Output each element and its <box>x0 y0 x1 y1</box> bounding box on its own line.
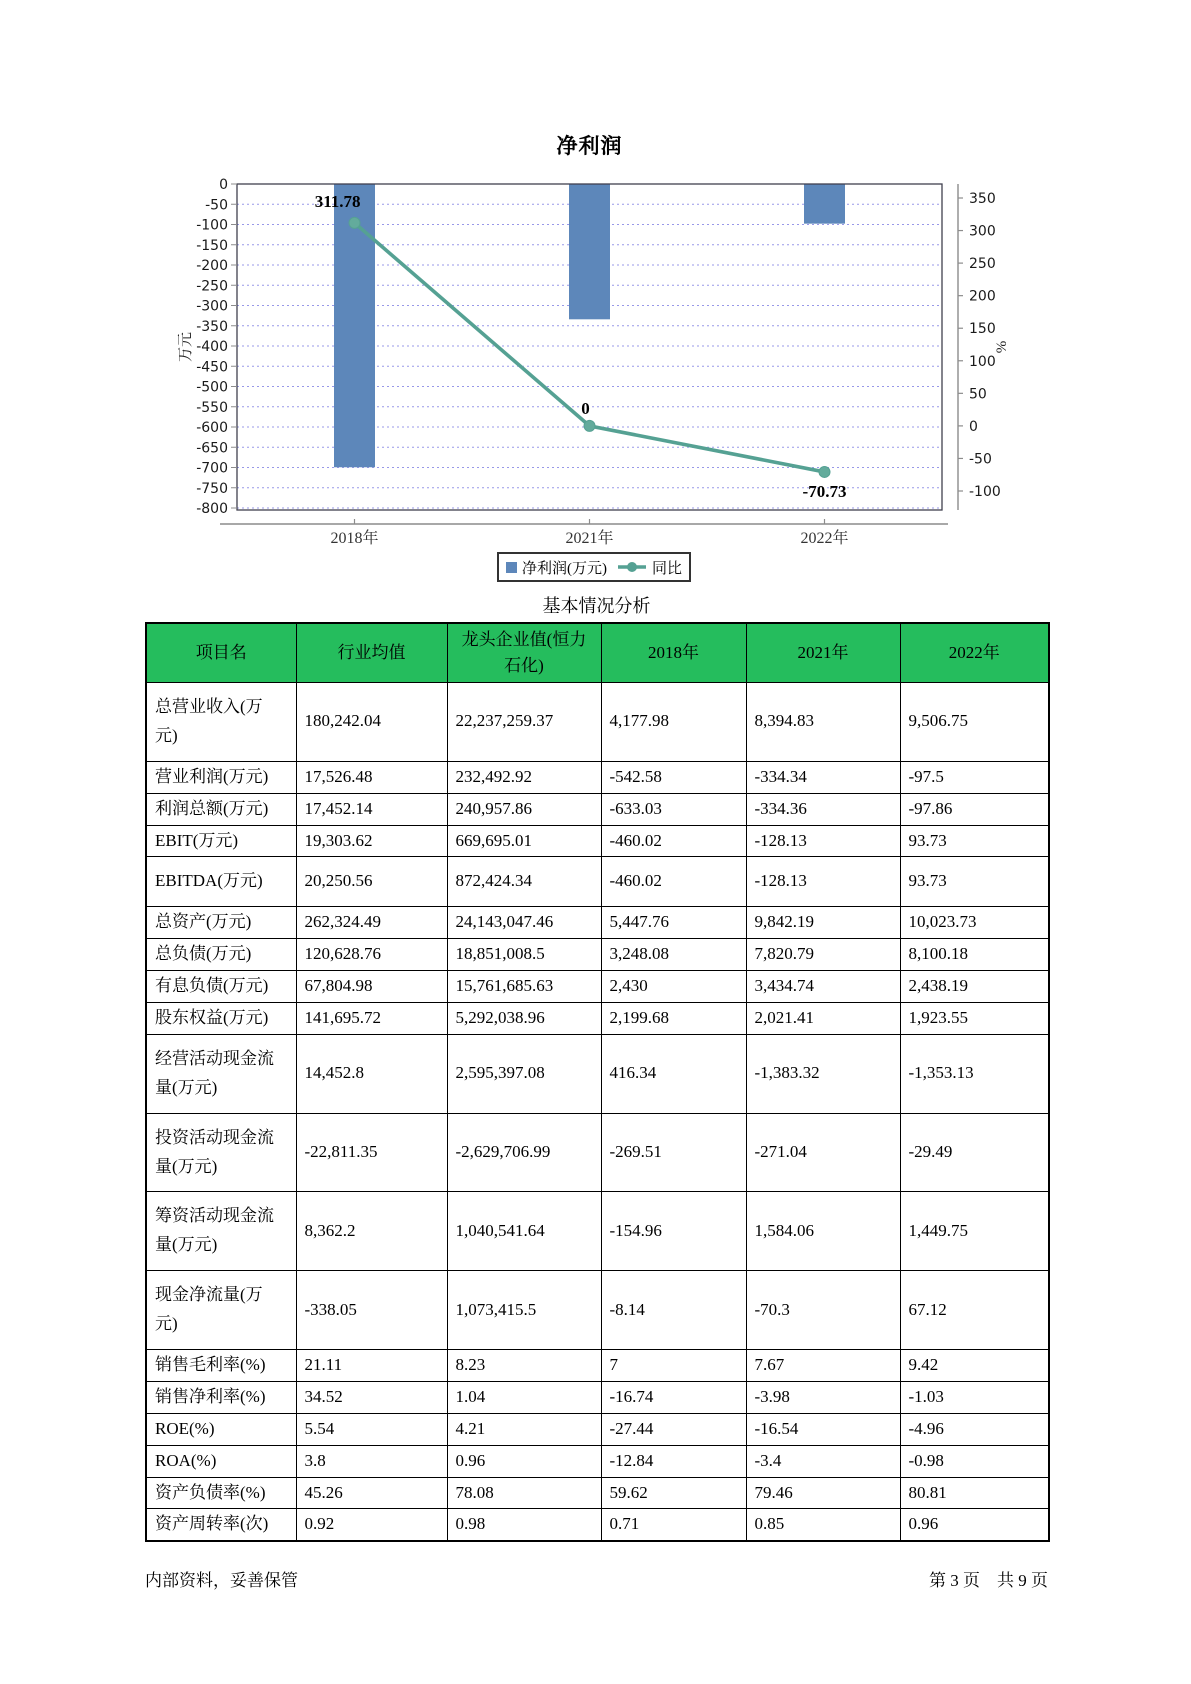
table-cell: -334.36 <box>746 793 900 825</box>
table-cell: 5.54 <box>296 1413 447 1445</box>
right-tick-label: 300 <box>969 223 996 240</box>
data-label: 0 <box>581 398 590 418</box>
table-row <box>146 1192 1049 1271</box>
table-cell: 180,242.04 <box>296 683 447 762</box>
table-cell: 24,143,047.46 <box>447 907 601 939</box>
table-cell: 3.8 <box>296 1445 447 1477</box>
row-label: 总负债(万元) <box>146 939 296 971</box>
row-label: EBITDA(万元) <box>146 857 296 907</box>
table-cell: 17,452.14 <box>296 793 447 825</box>
left-tick-label: -400 <box>196 339 228 355</box>
table-cell: -12.84 <box>601 1445 746 1477</box>
table-cell: -128.13 <box>746 857 900 907</box>
table-row <box>146 793 1049 825</box>
left-tick-label: -250 <box>196 278 228 295</box>
table-row <box>146 971 1049 1003</box>
table-cell: -22,811.35 <box>296 1113 447 1192</box>
table-cell: -338.05 <box>296 1271 447 1350</box>
legend-item-net-profit <box>506 557 607 578</box>
column-header: 2018年 <box>601 623 746 683</box>
left-tick-label: -650 <box>196 440 228 457</box>
left-tick-label: -500 <box>196 379 228 396</box>
row-label: 现金净流量(万元) <box>146 1271 296 1350</box>
table-cell: -97.5 <box>900 761 1049 793</box>
table-cell: 262,324.49 <box>296 907 447 939</box>
table-cell: -2,629,706.99 <box>447 1113 601 1192</box>
row-label: 有息负债(万元) <box>146 971 296 1003</box>
row-label: 销售净利率(%) <box>146 1381 296 1413</box>
table-cell: 17,526.48 <box>296 761 447 793</box>
row-label: 利润总额(万元) <box>146 793 296 825</box>
table-cell: 8,100.18 <box>900 939 1049 971</box>
right-tick-label: 150 <box>969 321 996 338</box>
table-cell: 872,424.34 <box>447 857 601 907</box>
table-cell: 45.26 <box>296 1477 447 1509</box>
table-cell: 67.12 <box>900 1271 1049 1350</box>
table-cell: 7.67 <box>746 1350 900 1382</box>
table-row <box>146 1445 1049 1477</box>
bar-swatch-icon <box>506 562 517 573</box>
left-tick-label: -550 <box>196 399 228 416</box>
column-header: 龙头企业值(恒力石化) <box>447 623 601 683</box>
left-tick-label: -50 <box>205 197 228 214</box>
table-row <box>146 683 1049 762</box>
table-cell: 3,434.74 <box>746 971 900 1003</box>
table-cell: -1,353.13 <box>900 1034 1049 1113</box>
table-cell: -460.02 <box>601 857 746 907</box>
table-cell: -70.3 <box>746 1271 900 1350</box>
left-axis-title: 万元 <box>178 331 194 363</box>
table-cell: -460.02 <box>601 825 746 857</box>
right-tick-label: -50 <box>969 451 992 468</box>
table-body <box>146 683 1049 1542</box>
table-row <box>146 857 1049 907</box>
left-tick-label: 0 <box>219 177 228 193</box>
table-cell: -633.03 <box>601 793 746 825</box>
table-cell: -1.03 <box>900 1381 1049 1413</box>
row-label: ROA(%) <box>146 1445 296 1477</box>
row-label: EBIT(万元) <box>146 825 296 857</box>
table-cell: 2,199.68 <box>601 1003 746 1035</box>
line-marker <box>584 420 595 431</box>
table-cell: 15,761,685.63 <box>447 971 601 1003</box>
table-cell: 240,957.86 <box>447 793 601 825</box>
table-cell: -4.96 <box>900 1413 1049 1445</box>
table-cell: 21.11 <box>296 1350 447 1382</box>
table-row <box>146 1003 1049 1035</box>
x-tick-label: 2022年 <box>800 530 849 547</box>
row-label: 总营业收入(万元) <box>146 683 296 762</box>
column-header: 行业均值 <box>296 623 447 683</box>
table-row <box>146 1113 1049 1192</box>
right-tick-label: 50 <box>969 386 987 403</box>
table-cell: 0.85 <box>746 1509 900 1541</box>
table-cell: 1,040,541.64 <box>447 1192 601 1271</box>
table-cell: -29.49 <box>900 1113 1049 1192</box>
table-row <box>146 761 1049 793</box>
table-cell: 7,820.79 <box>746 939 900 971</box>
footer-page-number: 第 3 页 共 9 页 <box>929 1571 1048 1590</box>
row-label: 资产周转率(次) <box>146 1509 296 1541</box>
table-cell: -154.96 <box>601 1192 746 1271</box>
table-cell: 2,430 <box>601 971 746 1003</box>
table-title: 基本情况分析 <box>542 596 651 616</box>
table-cell: 9,506.75 <box>900 683 1049 762</box>
left-tick-label: -750 <box>196 480 228 497</box>
right-tick-label: 100 <box>969 353 996 370</box>
table-cell: -16.74 <box>601 1381 746 1413</box>
table-cell: 2,595,397.08 <box>447 1034 601 1113</box>
table-cell: 59.62 <box>601 1477 746 1509</box>
table-cell: -271.04 <box>746 1113 900 1192</box>
table-cell: -0.98 <box>900 1445 1049 1477</box>
bar-2022年 <box>804 184 845 224</box>
legend-label-net-profit: 净利润(万元) <box>521 560 607 577</box>
x-tick-label: 2018年 <box>330 530 379 547</box>
left-tick-label: -350 <box>196 318 228 335</box>
column-header: 项目名 <box>146 623 296 683</box>
table-row <box>146 1509 1049 1541</box>
data-label: -70.73 <box>802 481 847 501</box>
table-cell: 8.23 <box>447 1350 601 1382</box>
table-cell: 80.81 <box>900 1477 1049 1509</box>
table-cell: -269.51 <box>601 1113 746 1192</box>
table-cell: 416.34 <box>601 1034 746 1113</box>
row-label: 资产负债率(%) <box>146 1477 296 1509</box>
table-cell: 5,292,038.96 <box>447 1003 601 1035</box>
table-cell: 0.92 <box>296 1509 447 1541</box>
table-cell: 2,021.41 <box>746 1003 900 1035</box>
table-cell: 93.73 <box>900 825 1049 857</box>
table-cell: 4.21 <box>447 1413 601 1445</box>
header-row <box>146 623 1049 683</box>
line-swatch-icon <box>617 561 647 573</box>
net-profit-chart <box>0 0 1191 620</box>
column-header: 2021年 <box>746 623 900 683</box>
table-cell: -16.54 <box>746 1413 900 1445</box>
table-row <box>146 1413 1049 1445</box>
left-tick-label: -100 <box>196 217 228 234</box>
column-header: 2022年 <box>900 623 1049 683</box>
data-label: 311.78 <box>314 191 361 211</box>
right-tick-label: 200 <box>969 288 996 305</box>
table-cell: 10,023.73 <box>900 907 1049 939</box>
chart-legend <box>497 552 691 582</box>
table-cell: 1,073,415.5 <box>447 1271 601 1350</box>
table-cell: 0.71 <box>601 1509 746 1541</box>
table-row <box>146 825 1049 857</box>
table-cell: 20,250.56 <box>296 857 447 907</box>
table-cell: -334.34 <box>746 761 900 793</box>
table-cell: 93.73 <box>900 857 1049 907</box>
row-label: 销售毛利率(%) <box>146 1350 296 1382</box>
table-cell: 1,923.55 <box>900 1003 1049 1035</box>
table-cell: -3.4 <box>746 1445 900 1477</box>
table-row <box>146 1271 1049 1350</box>
legend-label-yoy: 同比 <box>651 560 682 577</box>
table-cell: 120,628.76 <box>296 939 447 971</box>
table-cell: -128.13 <box>746 825 900 857</box>
row-label: 投资活动现金流量(万元) <box>146 1113 296 1192</box>
table-cell: 1,584.06 <box>746 1192 900 1271</box>
table-row <box>146 907 1049 939</box>
table-cell: 7 <box>601 1350 746 1382</box>
table-cell: -97.86 <box>900 793 1049 825</box>
right-tick-label: 0 <box>969 418 978 435</box>
table-cell: 232,492.92 <box>447 761 601 793</box>
row-label: 营业利润(万元) <box>146 761 296 793</box>
table-cell: 79.46 <box>746 1477 900 1509</box>
table-cell: -8.14 <box>601 1271 746 1350</box>
right-tick-label: 350 <box>969 191 996 207</box>
left-tick-label: -200 <box>196 258 228 274</box>
table-cell: 78.08 <box>447 1477 601 1509</box>
table-cell: -542.58 <box>601 761 746 793</box>
table-cell: 3,248.08 <box>601 939 746 971</box>
table-cell: 14,452.8 <box>296 1034 447 1113</box>
row-label: 经营活动现金流量(万元) <box>146 1034 296 1113</box>
row-label: ROE(%) <box>146 1413 296 1445</box>
table-header <box>146 623 1049 683</box>
table-cell: 8,394.83 <box>746 683 900 762</box>
table-row <box>146 1350 1049 1382</box>
left-tick-label: -450 <box>196 359 228 376</box>
table-cell: 19,303.62 <box>296 825 447 857</box>
table-cell: 18,851,008.5 <box>447 939 601 971</box>
table-cell: -27.44 <box>601 1413 746 1445</box>
table-row <box>146 1034 1049 1113</box>
table-cell: 0.96 <box>447 1445 601 1477</box>
table-row <box>146 939 1049 971</box>
x-tick-label: 2021年 <box>565 530 614 547</box>
row-label: 总资产(万元) <box>146 907 296 939</box>
table-cell: 0.96 <box>900 1509 1049 1541</box>
left-tick-label: -300 <box>196 298 228 315</box>
table-cell: 0.98 <box>447 1509 601 1541</box>
table-cell: -1,383.32 <box>746 1034 900 1113</box>
right-tick-label: 250 <box>969 256 996 273</box>
table-cell: 141,695.72 <box>296 1003 447 1035</box>
table-cell: 22,237,259.37 <box>447 683 601 762</box>
left-tick-label: -600 <box>196 420 228 436</box>
table-cell: 9.42 <box>900 1350 1049 1382</box>
bar-2021年 <box>569 184 610 319</box>
table-row <box>146 1381 1049 1413</box>
table-cell: 5,447.76 <box>601 907 746 939</box>
line-marker <box>349 217 360 228</box>
chart-title: 净利润 <box>556 134 623 158</box>
table-cell: 8,362.2 <box>296 1192 447 1271</box>
right-tick-label: -100 <box>969 484 1001 500</box>
left-tick-label: -150 <box>196 237 228 254</box>
analysis-table <box>145 622 1050 1542</box>
table-cell: 1,449.75 <box>900 1192 1049 1271</box>
table-cell: 9,842.19 <box>746 907 900 939</box>
table-cell: 1.04 <box>447 1381 601 1413</box>
legend-item-yoy <box>617 557 682 578</box>
table-row <box>146 1477 1049 1509</box>
row-label: 筹资活动现金流量(万元) <box>146 1192 296 1271</box>
row-label: 股东权益(万元) <box>146 1003 296 1035</box>
table-cell: 34.52 <box>296 1381 447 1413</box>
table-cell: 67,804.98 <box>296 971 447 1003</box>
table-cell: 4,177.98 <box>601 683 746 762</box>
right-axis-title: % <box>994 340 1010 354</box>
table-cell: 669,695.01 <box>447 825 601 857</box>
table-cell: -3.98 <box>746 1381 900 1413</box>
left-tick-label: -800 <box>196 501 228 517</box>
table-cell: 2,438.19 <box>900 971 1049 1003</box>
footer-note: 内部资料，妥善保管 <box>145 1571 298 1590</box>
left-tick-label: -700 <box>196 460 228 477</box>
line-marker <box>819 466 830 477</box>
